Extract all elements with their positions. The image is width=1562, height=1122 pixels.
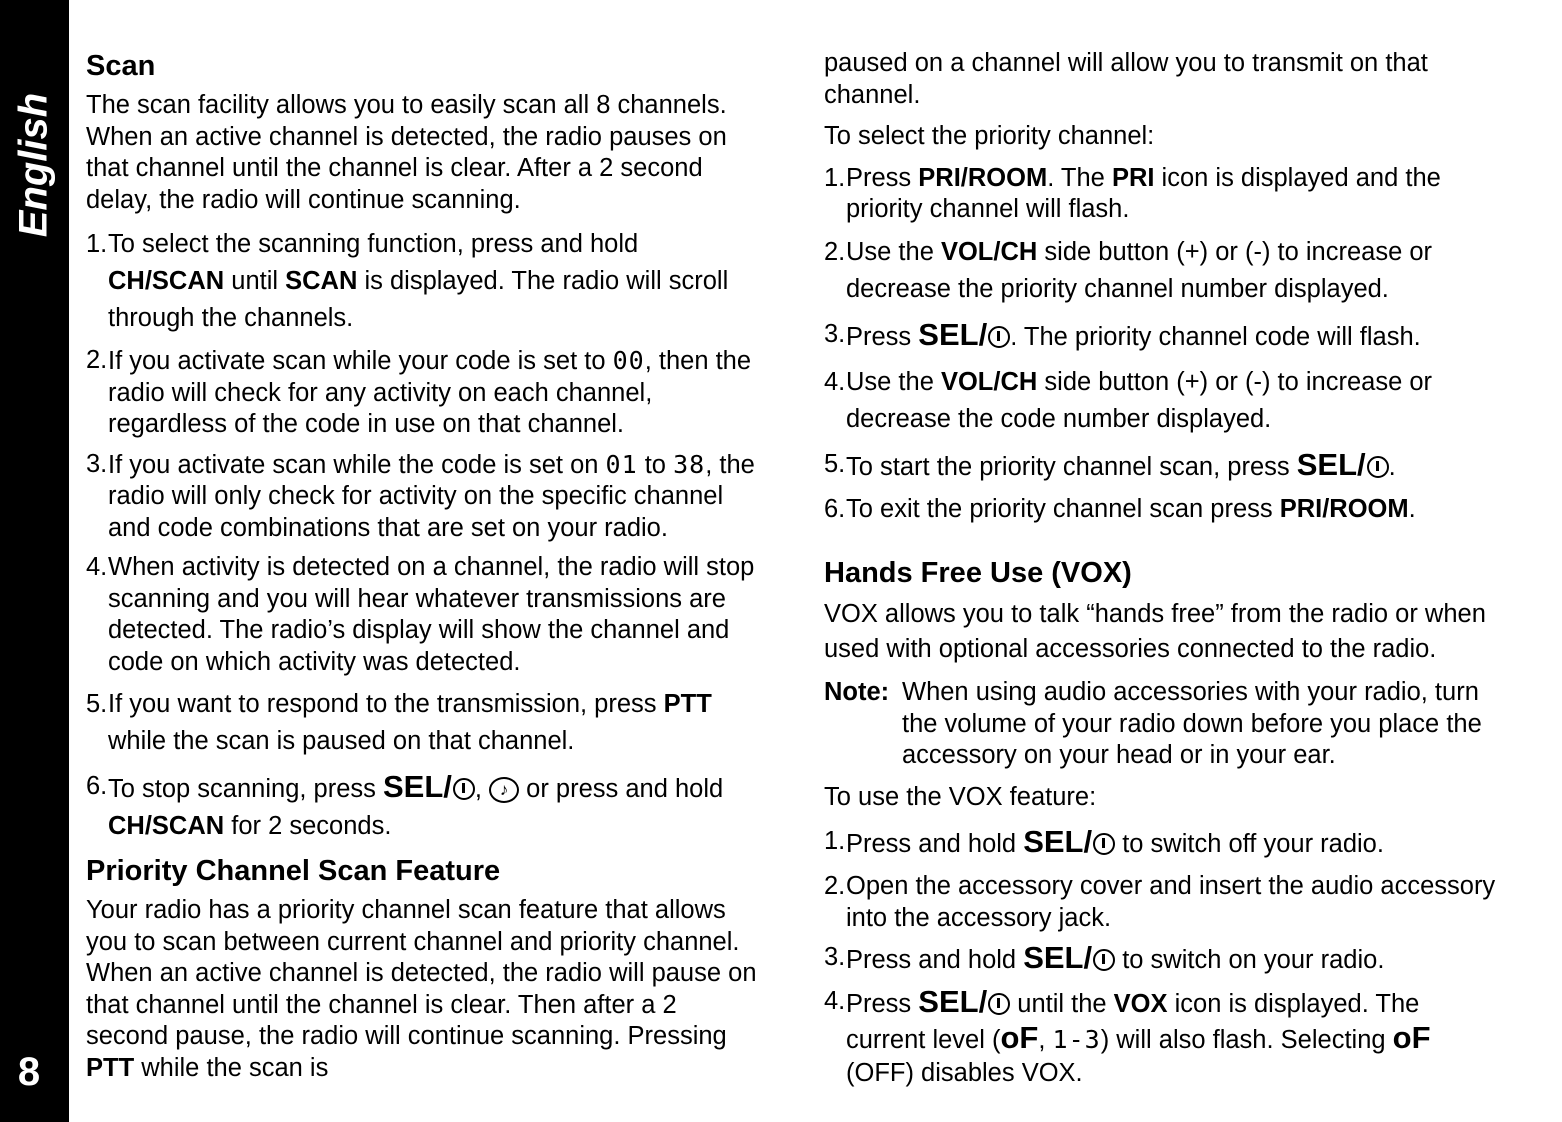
priority-step-4: 4. Use the VOL/CH side button (+) or (-) to increase or decrease the code number displayed. <box>824 367 1433 433</box>
priority-intro: Your radio has a priority channel scan feature that allows you to scan between current channel and priority channel. When an active channel is detected, the radio will pause on that channel until the channel is clear. Then after a 2 second pause, the radio will continue scanning. Pressing PTT while the scan is <box>86 896 757 1082</box>
lcd-level-range: 1-3 <box>1052 1024 1101 1054</box>
scan-step-4: 4. When activity is detected on a channel, the radio will stop scanning and you will hear whatever transmissions are detected. The radio’s display will show the channel and code on which activity was detected. <box>86 553 755 676</box>
language-sidebar <box>0 0 69 1122</box>
priority-step-2: 2. Use the VOL/CH side button (+) or (-) to increase or decrease the priority channel number displayed. <box>824 237 1433 303</box>
priority-step-3: 3. Press SEL/ . The priority channel code will flash. <box>824 316 1421 352</box>
vox-step-1: 1. Press and hold SEL/ to switch off your radio. <box>824 824 1384 859</box>
power-icon <box>453 778 475 800</box>
right-column <box>824 48 1504 1098</box>
power-icon <box>1093 949 1115 971</box>
power-icon <box>988 993 1010 1015</box>
select-priority-intro: To select the priority channel: <box>824 122 1155 150</box>
priority-heading: Priority Channel Scan Feature <box>86 855 501 887</box>
scan-step-5: 5. If you want to respond to the transmission, press PTT while the scan is paused on that channel. <box>86 690 712 755</box>
note-label: Note: <box>824 678 890 706</box>
power-icon <box>1093 833 1115 855</box>
vox-use-intro: To use the VOX feature: <box>824 782 1097 811</box>
power-icon <box>1367 456 1389 478</box>
scan-step-3: 3. If you activate scan while the code is set on 01 to 38, the radio will only check for activity on the specific channel and code combinations that are set on your radio. <box>86 449 755 542</box>
lcd-code-00: 00 <box>612 346 645 375</box>
note-text: When using audio accessories with your radio, turn the volume of your radio down before you place the accessory on your head or in your ear. <box>902 678 1482 769</box>
vox-heading: Hands Free Use (VOX) <box>824 557 1132 589</box>
power-icon <box>988 326 1010 348</box>
priority-step-1: 1. Press PRI/ROOM. The PRI icon is displayed and the priority channel will flash. <box>824 163 1441 223</box>
priority-steps <box>824 163 1504 526</box>
lcd-code-01: 01 <box>605 449 638 479</box>
scan-intro: The scan facility allows you to easily scan all 8 channels. When an active channel is detected, the radio pauses on that channel until the channel is clear. After a 2 second delay, the radio will continue scanning. <box>86 91 727 214</box>
vox-step-3: 3. Press and hold SEL/ to switch on your radio. <box>824 940 1385 975</box>
vox-step-4: 4. Press SEL/ until the VOX icon is displayed. The current level (oF, 1-3) will also flash. Selecting oF (OFF) disables VOX. <box>824 983 1431 1087</box>
priority-step-5: 5. To start the priority channel scan, press SEL/ . <box>824 446 1396 482</box>
scan-step-2: 2. If you activate scan while your code is set to 00, then the radio will check for any activity on each channel, regardless of the code in use on that channel. <box>86 346 752 438</box>
vox-steps <box>824 823 1504 1090</box>
left-column <box>86 48 758 1094</box>
priority-step-6: 6. To exit the priority channel scan press PRI/ROOM. <box>824 494 1416 523</box>
priority-intro-continued: paused on a channel will allow you to transmit on that channel. <box>824 49 1428 109</box>
scan-steps <box>86 226 758 845</box>
music-note-icon: ♪ <box>489 777 519 803</box>
scan-heading: Scan <box>86 50 156 82</box>
lcd-code-38: 38 <box>673 449 706 479</box>
vox-step-2: 2. Open the accessory cover and insert the audio accessory into the accessory jack. <box>824 872 1496 932</box>
scan-step-6: 6. To stop scanning, press SEL/ , ♪ or press and hold CH/SCAN for 2 seconds. <box>86 769 724 840</box>
scan-step-1: 1. To select the scanning function, press and hold CH/SCAN until SCAN is displayed. The radio will scroll through the channels. <box>86 230 729 332</box>
vox-intro: VOX allows you to talk “hands free” from the radio or when used with optional accessories connected to the radio. <box>824 600 1486 663</box>
vox-note <box>824 677 1504 772</box>
language-label: English <box>11 92 56 238</box>
page-number: 8 <box>17 1050 41 1094</box>
